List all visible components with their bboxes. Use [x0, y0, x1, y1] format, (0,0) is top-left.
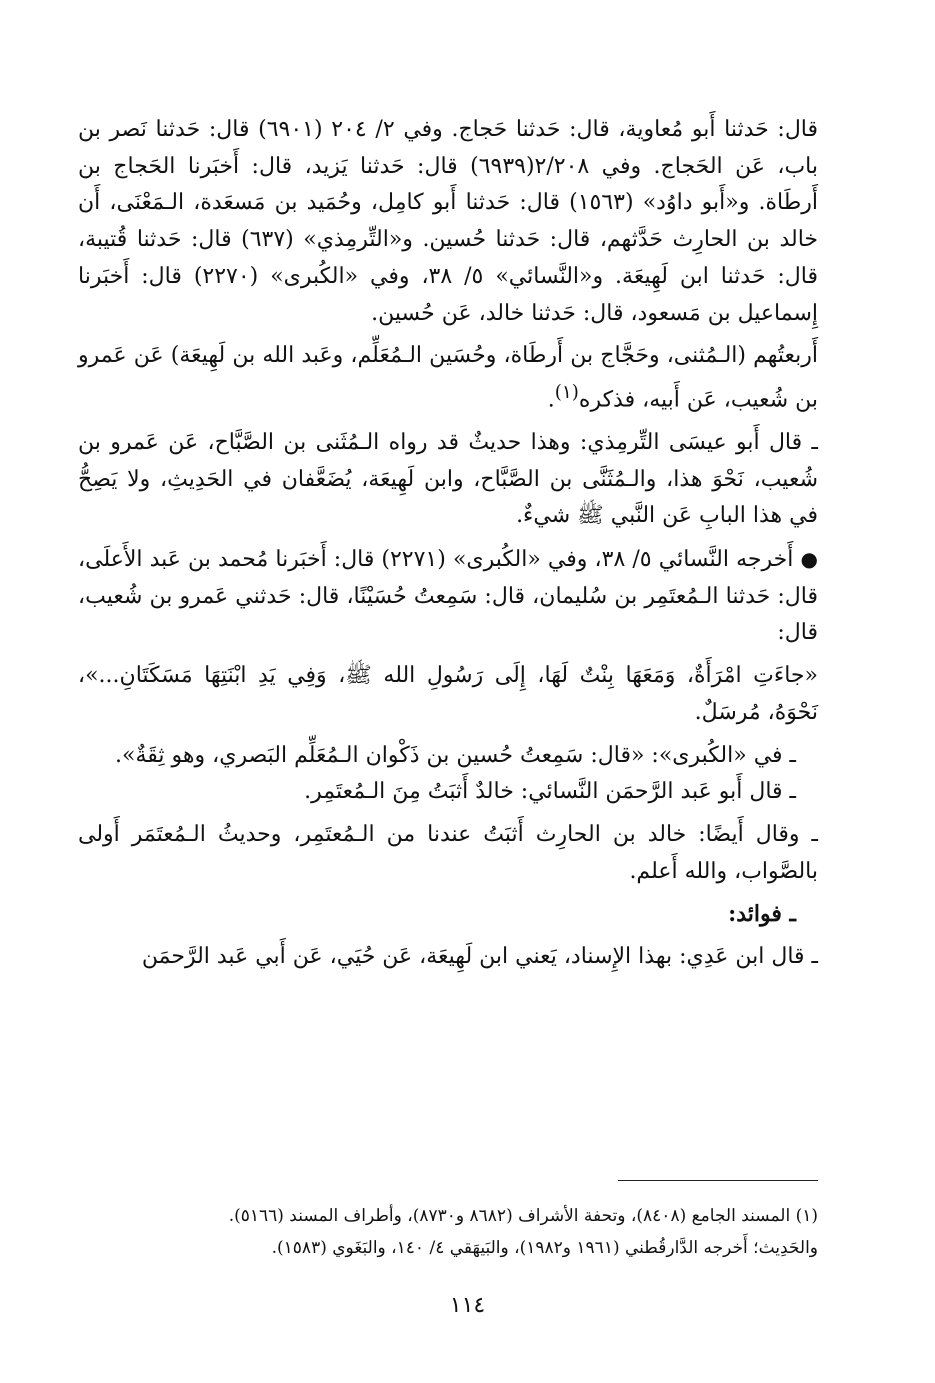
paragraph-narrators-text: أَربعتُهم (الـمُثنى، وحَجَّاج بن أَرطَاة، وحُسَين الـمُعَلِّم، وعَبد الله بن لَهِيعَة) عَن عَمرو بن شُعيب، عَن أَبيه، فذكره: [78, 343, 818, 413]
paragraph-narrators: [78, 338, 818, 419]
page-number: ١١٤: [449, 1293, 486, 1318]
paragraph-kubra-note: ـ في «الكُبرى»: «قال: سَمِعتُ حُسين بن ذَكْوان الـمُعَلِّم البَصري، وهو ثِقَةٌ».: [115, 742, 796, 768]
paragraph-nasai-note-2: ـ وقال أَيضًا: خالد بن الحارِث أَثبَتُ عندنا من الـمُعتَمِر، وحديثُ الـمُعتَمَر أَولى بالصَّواب، والله أَعلم.: [78, 821, 818, 884]
paragraph-takhrij: قال: حَدثنا أَبو مُعاوية، قال: حَدثنا حَجاج. وفي ٢/ ٢٠٤ (٦٩٠١) قال: حَدثنا نَصر بن باب، عَن الحَجاج. وفي ٢/٢٠٨(٦٩٣٩) قال: حَدثنا يَزيد، قال: أَخبَرنا الحَجاج بن أَرطَاة. و«أَبو داوُد» (١٥٦٣) قال: حَدثنا أَبو كامِل، وحُمَيد بن مَسعَدة، الـمَعْنَى، أَن خالد بن الحارِث حَدَّثهم، قال: حَدثنا حُسين. و«التِّرمِذي» (٦٣٧) قال: حَدثنا قُتيبة، قال: حَدثنا ابن لَهِيعَة. و«النَّسائي» ٥/ ٣٨، وفي «الكُبرى» (٢٢٧٠) قال: أَخبَرنا إِسماعيل بن مَسعود، قال: حَدثنا خالد، عَن حُسين.: [78, 117, 819, 326]
main-text: [78, 112, 818, 976]
paragraph-nasai-note: ـ قال أَبو عَبد الرَّحمَن النَّسائي: خالدٌ أَثبَتُ مِنَ الـمُعتَمِر.: [304, 779, 796, 805]
footnote-separator: [618, 1180, 818, 1181]
footnote-1: (١) المسند الجامع (٨٤٠٨)، وتحفة الأشراف (٨٦٨٢ و٨٧٣٠)، وأطراف المسند (٥١٦٦).: [228, 1206, 818, 1226]
section-heading-fawaid: ـ فوائد:: [728, 901, 796, 928]
paragraph-nasai-text: أَخرجه النَّسائي ٥/ ٣٨، وفي «الكُبرى» (٢٢٧١) قال: أَخبَرنا مُحمد بن عَبد الأَعلَى، قال: حَدثنا الـمُعتَمِر بن سُليمان، قال: سَمِعتُ حُسَيْنًا، قال: حَدثني عَمرو بن شُعيب، قال:: [78, 547, 818, 646]
paragraph-hadith-text: «جاءَتِ امْرَأَةٌ، وَمَعَهَا بِنْتٌ لَهَا، إِلَى رَسُولِ الله ﷺ، وَفِي يَدِ ابْنَتِهَا مَسَكَتَانِ...»، نَحْوَهُ، مُرسَلٌ.: [78, 663, 818, 725]
bullet-icon: ●: [800, 547, 819, 572]
paragraph-tirmidhi: ـ قال أَبو عيسَى التِّرمِذي: وهذا حديثٌ قد رواه الـمُثَنى بن الصَّبَّاح، عَن عَمرو بن شُعيب، نَحْوَ هذا، والـمُثَنَّى بن الصَّبَّاح، وابن لَهِيعَة، يُضَعَّفان في الحَدِيثِ، ولا يَصِحُّ في هذا البابِ عَن النَّبي ﷺ شيءٌ.: [78, 429, 818, 529]
footnote-ref[interactable]: (١): [554, 381, 579, 403]
footnote-2: والحَدِيث؛ أَخرجه الدَّارقُطني (١٩٦١ و١٩٨٢)، والبَيهَقي ٤/ ١٤٠، والبَغَوي (١٥٨٣).: [271, 1238, 818, 1258]
footnotes: [95, 1200, 818, 1264]
paragraph-ibn-adi: ـ قال ابن عَدِي: بهذا الإِسناد، يَعني ابن لَهِيعَة، عَن حُيَي، عَن أَبي عَبد الرَّحمَن: [141, 944, 818, 970]
paragraph-narrators-end: .: [547, 387, 555, 413]
paragraph-nasai: [78, 541, 818, 652]
